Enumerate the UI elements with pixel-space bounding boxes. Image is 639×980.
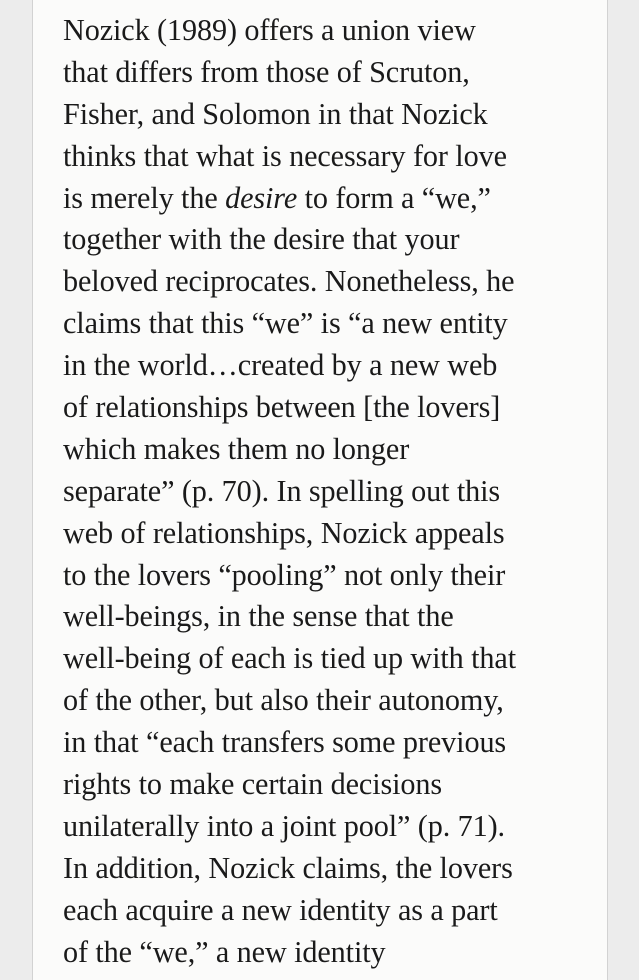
text-line: of the other, but also their autonomy, [63, 683, 504, 718]
text-line: beloved reciprocates. Nonetheless, he [63, 264, 515, 299]
text-line: In addition, Nozick claims, the lovers [63, 850, 513, 885]
text-line: well-being of each is tied up with that [63, 641, 516, 676]
text-line: rights to make certain decisions [63, 767, 443, 802]
text-line: of relationships between [the lovers] [63, 390, 501, 425]
page-sheet [32, 0, 608, 980]
text-line: each acquire a new identity as a part [63, 892, 498, 927]
text-line: in that “each transfers some previous [63, 725, 507, 760]
text-line: web of relationships, Nozick appeals [63, 515, 505, 550]
text-line: well-beings, in the sense that the [63, 599, 454, 634]
text-line: to the lovers “pooling” not only their [63, 557, 506, 592]
article-paragraph [63, 10, 603, 973]
text-line: unilaterally into a joint pool” (p. 71). [63, 808, 506, 843]
text-line: Nozick (1989) offers a union view [63, 13, 476, 47]
text-line: of the “we,” a new identity [63, 934, 386, 969]
emphasis-text: desire [225, 180, 298, 215]
text-line: claims that this “we” is “a new entity [63, 306, 508, 341]
text-line: Fisher, and Solomon in that Nozick [63, 96, 488, 131]
text-line: which makes them no longer [63, 431, 410, 466]
text-line: together with the desire that your [63, 222, 460, 257]
text-line: that differs from those of Scruton, [63, 54, 470, 89]
text-line: separate” (p. 70). In spelling out this [63, 473, 501, 508]
text-line [63, 178, 603, 220]
text-line: thinks that what is necessary for love [63, 138, 507, 173]
text-segment: is merely the [63, 180, 226, 215]
text-segment: to form a “we,” [297, 180, 491, 215]
text-line: in the world…created by a new web [63, 348, 498, 383]
